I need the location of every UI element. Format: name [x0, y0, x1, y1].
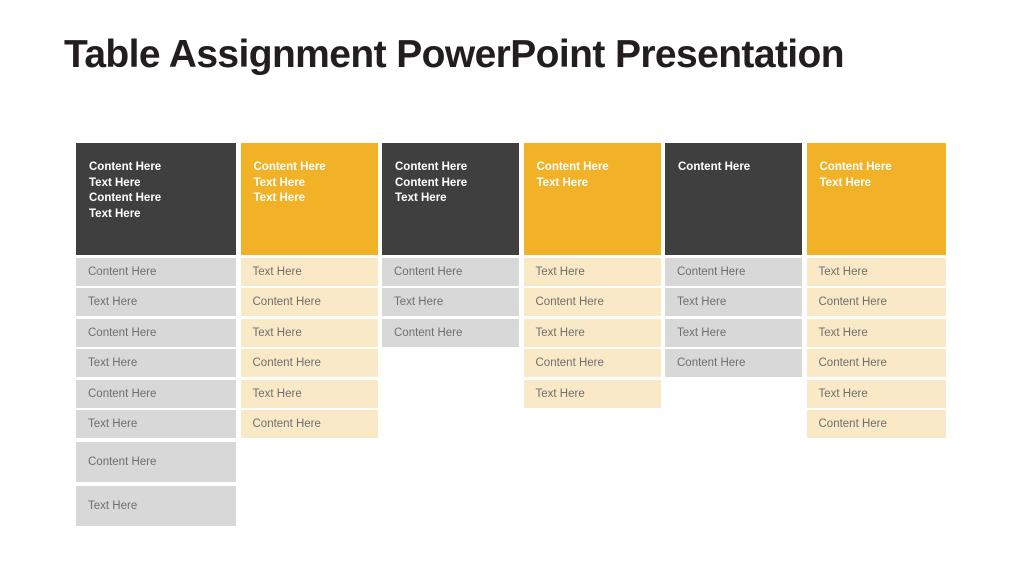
table-cell: Content Here — [241, 349, 378, 377]
table-cell: Content Here — [524, 288, 661, 316]
table-cell: Content Here — [76, 258, 236, 286]
table-cell: Text Here — [76, 486, 236, 526]
table-cell: Text Here — [665, 288, 802, 316]
column-header-line: Text Here — [89, 207, 141, 220]
column-header — [807, 143, 946, 255]
table-cell: Content Here — [665, 258, 802, 286]
table-cell: Content Here — [241, 410, 378, 438]
column-header-line: Content Here — [395, 161, 468, 173]
table-cell: Text Here — [524, 380, 661, 408]
table-cell: Text Here — [665, 319, 802, 347]
column-header-line: Content Here — [819, 161, 892, 173]
table-column-5 — [665, 143, 802, 377]
table-cell: Text Here — [524, 319, 661, 347]
table-cell: Text Here — [807, 380, 946, 408]
table-cell: Text Here — [76, 410, 236, 438]
table-cell: Text Here — [241, 319, 378, 347]
table-cell: Content Here — [807, 410, 946, 438]
column-header-line: Text Here — [819, 176, 872, 189]
table-cell: Content Here — [807, 288, 946, 316]
column-header — [241, 143, 378, 255]
column-header-line: Content Here — [89, 161, 162, 173]
table-cell: Text Here — [241, 258, 378, 286]
column-header — [524, 143, 661, 255]
table-cell: Text Here — [524, 258, 661, 286]
column-header-line: Content Here — [89, 192, 162, 204]
column-header — [76, 143, 236, 255]
column-header — [382, 143, 519, 255]
column-header-line: Text Here — [395, 192, 447, 204]
column-header-line: Text Here — [536, 176, 589, 189]
table-column-3 — [382, 143, 519, 347]
table-cell: Text Here — [807, 319, 946, 347]
table-column-6 — [807, 143, 946, 438]
table-column-2 — [241, 143, 378, 438]
table-cell: Text Here — [76, 349, 236, 377]
column-header-line: Content Here — [536, 161, 609, 173]
table-cell: Text Here — [241, 380, 378, 408]
table-cell: Content Here — [241, 288, 378, 316]
slide-title: Table Assignment PowerPoint Presentation — [64, 33, 844, 76]
column-header — [665, 143, 802, 255]
table-cell: Content Here — [76, 442, 236, 482]
column-header-line: Text Here — [89, 176, 141, 189]
table-cell: Content Here — [76, 380, 236, 408]
assignment-table — [76, 143, 946, 526]
table-cell: Content Here — [665, 349, 802, 377]
table-cell: Text Here — [76, 288, 236, 316]
column-header-line: Content Here — [678, 161, 751, 173]
table-cell: Content Here — [524, 349, 661, 377]
table-cell: Content Here — [382, 319, 519, 347]
table-cell: Text Here — [382, 288, 519, 316]
column-header-line: Text Here — [253, 192, 306, 204]
column-header-line: Content Here — [395, 176, 468, 189]
column-header-line: Text Here — [253, 176, 306, 189]
table-cell: Content Here — [76, 319, 236, 347]
column-header-line: Content Here — [253, 161, 326, 173]
table-cell: Content Here — [382, 258, 519, 286]
table-cell: Text Here — [807, 258, 946, 286]
table-column-4 — [524, 143, 661, 408]
table-cell: Content Here — [807, 349, 946, 377]
table-column-1 — [76, 143, 236, 526]
